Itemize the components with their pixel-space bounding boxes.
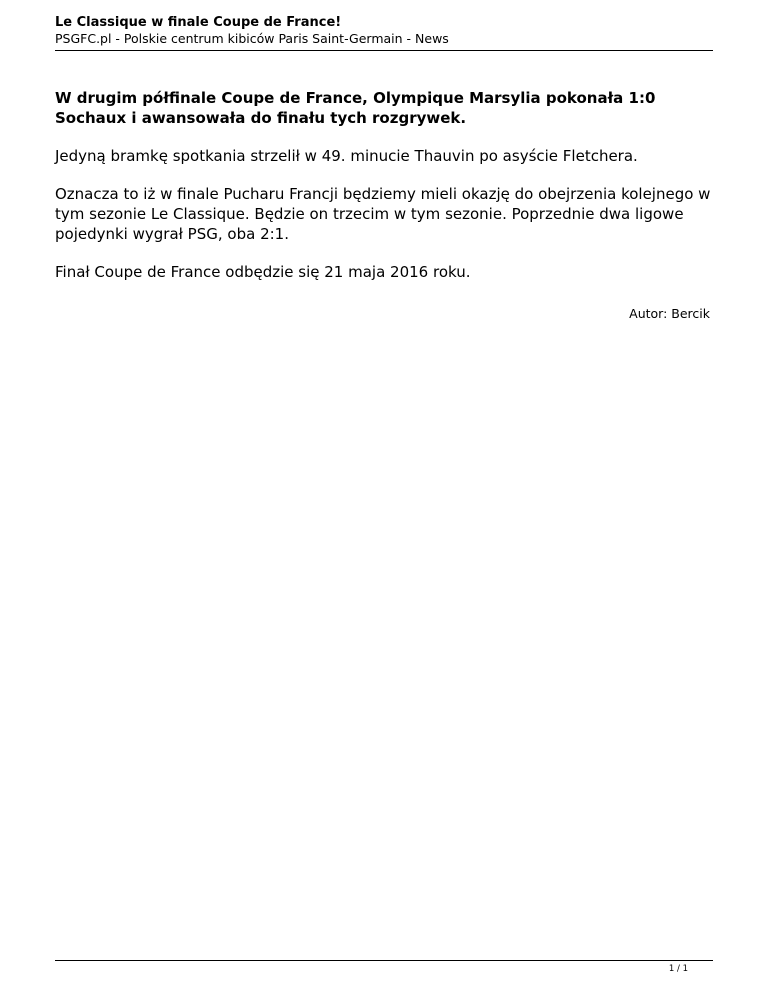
page-footer [55,960,713,975]
article-paragraph: Jedyną bramkę spotkania strzelił w 49. minucie Thauvin po asyście Fletchera. [55,147,638,165]
article-lead: W drugim półfinale Coupe de France, Olympique Marsylia pokonała 1:0 Sochaux i awansowała do finału tych rozgrywek. [55,89,656,127]
article-paragraph: Oznacza to iż w finale Pucharu Francji będziemy mieli okazję do obejrzenia kolejnego w tym sezonie Le Classique. Będzie on trzecim w tym sezonie. Poprzednie dwa ligowe pojedynki wygrał PSG, oba 2:1. [55,185,711,243]
article-body [55,88,715,322]
page-number: 1 / 1 [668,964,688,974]
page-title: Le Classique w finale Coupe de France! [55,15,342,30]
page-header [55,14,713,51]
article-paragraph: Finał Coupe de France odbędzie się 21 maja 2016 roku. [55,263,471,281]
article-author: Autor: Bercik [629,306,710,321]
site-subtitle: PSGFC.pl - Polskie centrum kibiców Paris Saint-Germain - News [55,31,449,46]
